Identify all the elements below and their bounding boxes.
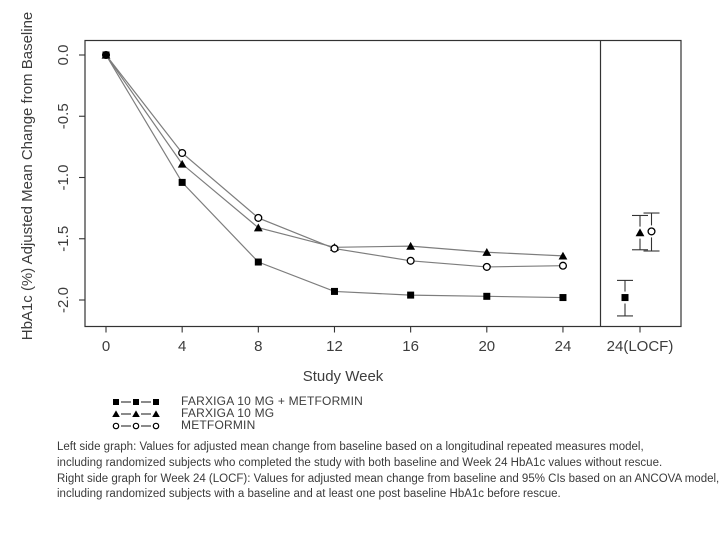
legend-item bbox=[112, 420, 363, 431]
point-square bbox=[255, 259, 262, 266]
series-line-metformin bbox=[106, 55, 563, 267]
y-tick-label: -1.5 bbox=[55, 225, 72, 252]
legend-square-icon bbox=[112, 397, 162, 407]
point-square bbox=[331, 288, 338, 295]
y-tick-label: -1.0 bbox=[55, 164, 72, 191]
locf-point-circle bbox=[648, 228, 655, 235]
x-tick-label-locf: 24(LOCF) bbox=[606, 338, 674, 355]
series-line-farxiga-10-mg bbox=[106, 55, 563, 256]
x-tick-label: 24 bbox=[554, 338, 572, 355]
point-triangle bbox=[178, 160, 187, 168]
legend-circle-icon bbox=[112, 421, 162, 431]
x-axis-title: Study Week bbox=[302, 368, 384, 385]
point-circle bbox=[179, 150, 186, 157]
point-square bbox=[407, 292, 414, 299]
point-circle bbox=[560, 262, 567, 269]
footnote-line: including randomized subjects with a baseline and at least one post baseline HbA1c before rescue. bbox=[57, 488, 561, 501]
y-tick-label: -2.0 bbox=[55, 287, 72, 313]
legend-label: METFORMIN bbox=[181, 418, 256, 432]
y-tick-label: -0.5 bbox=[55, 103, 72, 130]
y-axis-title: HbA1c (%) Adjusted Mean Change from Baseline bbox=[19, 11, 36, 341]
point-circle bbox=[331, 245, 338, 252]
point-square bbox=[559, 294, 566, 301]
point-square bbox=[179, 179, 186, 186]
legend-label: FARXIGA 10 MG bbox=[181, 406, 275, 420]
point-circle bbox=[407, 257, 414, 264]
x-tick-label: 20 bbox=[478, 338, 496, 355]
footnote-line: Left side graph: Values for adjusted mean change from baseline based on a longitudinal repeated measures model, bbox=[57, 441, 644, 453]
point-circle bbox=[255, 215, 262, 222]
locf-point-square bbox=[622, 294, 629, 301]
x-tick-label: 16 bbox=[402, 338, 419, 355]
series-line-farxiga-10-mg-metformin bbox=[106, 55, 563, 298]
footnote-line: including randomized subjects who completed the study with both baseline and Week 24 HbA1c values without rescue. bbox=[57, 456, 663, 469]
y-tick-label: 0.0 bbox=[55, 44, 72, 66]
x-tick-label: 4 bbox=[177, 338, 187, 355]
legend-triangle-icon bbox=[112, 409, 162, 419]
plot-box bbox=[85, 41, 681, 327]
x-tick-label: 0 bbox=[101, 338, 111, 355]
legend-label: FARXIGA 10 MG + METFORMIN bbox=[181, 394, 364, 408]
locf-point-triangle bbox=[636, 228, 645, 236]
footnote-line: Right side graph for Week 24 (LOCF): Values for adjusted mean change from baseline and 95% CIs based on an ANCOVA model, bbox=[57, 472, 720, 485]
x-tick-label: 12 bbox=[326, 338, 343, 355]
point-square bbox=[483, 293, 490, 300]
chart-footnotes bbox=[57, 440, 720, 503]
chart-legend bbox=[112, 396, 363, 431]
point-circle bbox=[483, 264, 490, 271]
x-tick-label: 8 bbox=[254, 338, 263, 355]
point-square bbox=[103, 52, 110, 59]
